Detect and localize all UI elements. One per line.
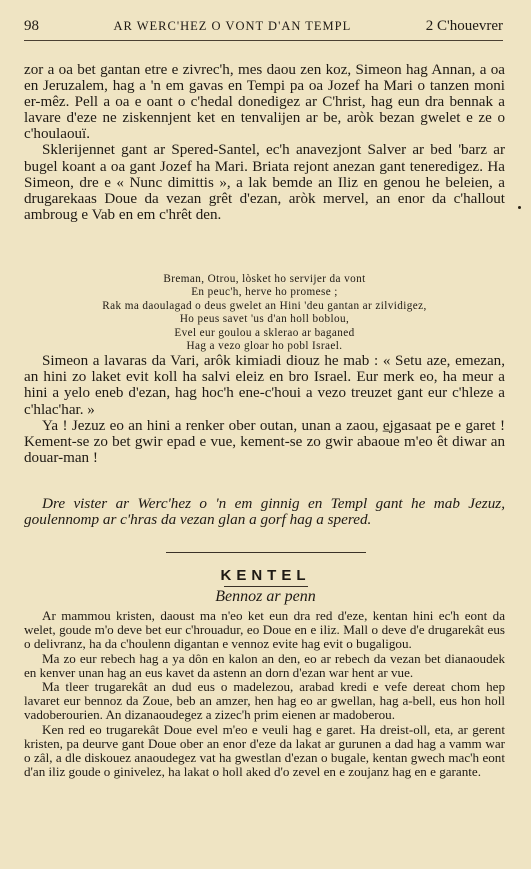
margin-dot xyxy=(518,206,521,209)
verse-line: Evel eur goulou a sklerao ar baganed xyxy=(174,326,355,339)
lesson-subtitle: Bennoz ar penn xyxy=(215,588,316,605)
canticle-verse xyxy=(24,273,505,353)
title-underline xyxy=(224,586,308,587)
paragraph: Ma tleer trugarekât an dud eus o madelezou, arabad kredi e vefe dereat chom hep lavaret eur bennoz da Zoue, beb an amzer, hen hag eo ar gwellan, hag a-bell, eus hon holl vadoberourien. An dizanaoudegez a zizec'h prim eienen ar madoberou. xyxy=(24,679,505,723)
paragraph: Ken red eo trugarekât Doue evel m'eo e veuli hag e garet. Ha dreist-oll, eta, ar gerent kristen, pa deurve gant Doue ober an enor d'eze da lakat ar gurunen a dad hag a vamm war o zâl, a dle diskouez anaoudegez vat ha gwestlan d'ezan o bugale, kentan gwech mac'h eont d'an iliz goude o ginivelez, ha lakat o holl aked d'o zevel en e zoujanz hag en e garante. xyxy=(24,721,505,780)
paragraph: Simeon a lavaras da Vari, arôk kimiadi diouz he mab : « Setu aze, emezan, an hini zo laket evit koll ha salvi eleiz en bro Israel. Eur merk eo, ha meur a hini a yelo eneb d'ezan, hag hoc'h ene-c'houi a vezo treuzet gant eur c'hleze a c'hlac'har. » xyxy=(24,353,505,418)
paragraph: Ar mammou kristen, daoust ma n'eo ket eun dra red d'eze, kentan hini ec'h eont da welet, goude m'o deve bet eur c'hrouadur, eo Doue en e iliz. Mall o deve d'e drugarekât eus o delivranz, ha da c'houlenn digantan e vennoz evite hag evit o bugaligou. xyxy=(24,608,505,652)
verse-line: En peuc'h, herve ho promese ; xyxy=(191,286,338,299)
page-number: 98 xyxy=(24,17,39,34)
paragraph: Ma zo eur rebech hag a ya dôn en kalon an den, eo ar rebech da vezan bet dianaoudek en kenver unan hag an eus kavet da astenn an dorn d'ezan war hent ar vue. xyxy=(24,650,505,680)
paragraph: Ya ! Jezuz eo an hini a renker ober outan, unan a zaou, e̲jgasaat pe e garet ! Kement-se zo bet gwir epad e vue, kement-se zo gwir abaoue m'eo êt diwar an douar-man ! xyxy=(24,417,505,467)
prayer-note xyxy=(24,496,505,529)
verse-line: Rak ma daoulagad o deus gwelet an Hini 'deu gantan ar zilvidigez, xyxy=(102,299,427,312)
running-title: AR WERC'HEZ O VONT D'AN TEMPL xyxy=(113,18,352,33)
verse-line: Breman, Otrou, lòsket ho servijer da vont xyxy=(163,273,366,285)
lesson-body xyxy=(24,609,505,779)
main-text-continued xyxy=(24,353,505,466)
verse-line: Ho peus savet 'us d'an holl boblou, xyxy=(179,313,350,326)
verse-line: Hag a vezo gloar ho pobl Israel. xyxy=(186,340,343,353)
paragraph: Sklerijennet gant ar Spered-Santel, ec'h anavezjont Salver ar bed 'barz ar bugel koant a oa gant Jozef ha Mari. Briata rejont anezan gant teneredigez. Ha Simeon, dre e « Nunc dimittis », a lak bemde an Iliz en genou he beleien, a drugarekaas Doue da vezan grêt d'ezan, aròk mervel, an enor da c'hallout ambroug e Vab en em c'hrêt den. xyxy=(24,142,505,223)
section-label: 2 C'houevrer xyxy=(425,17,503,34)
lesson-title: KENTEL xyxy=(220,567,311,584)
main-text xyxy=(24,62,505,223)
divider xyxy=(166,552,366,553)
prayer-text: Dre vister ar Werc'hez o 'n em ginnig en Templ gant he mab Jezuz, goulennomp ar c'hras da vezan glan a gorf hag a spered. xyxy=(24,495,505,529)
paragraph: zor a oa bet gantan etre e zivrec'h, mes daou zen koz, Simeon hag Annan, a oa en Jeruzalem, hag a 'n em gavas en Tempi pa oa Jozef ha Mari o tanzen moni er-mêz. Pell a oa e oant o c'hedal donedigez ar C'hrist, hag eun dra bennak a lavare d'eze ne ziskennjent ket en tenvalijen ar be, aròk bezan gwelet e ze o c'houlaouï. xyxy=(24,62,505,143)
page-header xyxy=(24,14,503,41)
